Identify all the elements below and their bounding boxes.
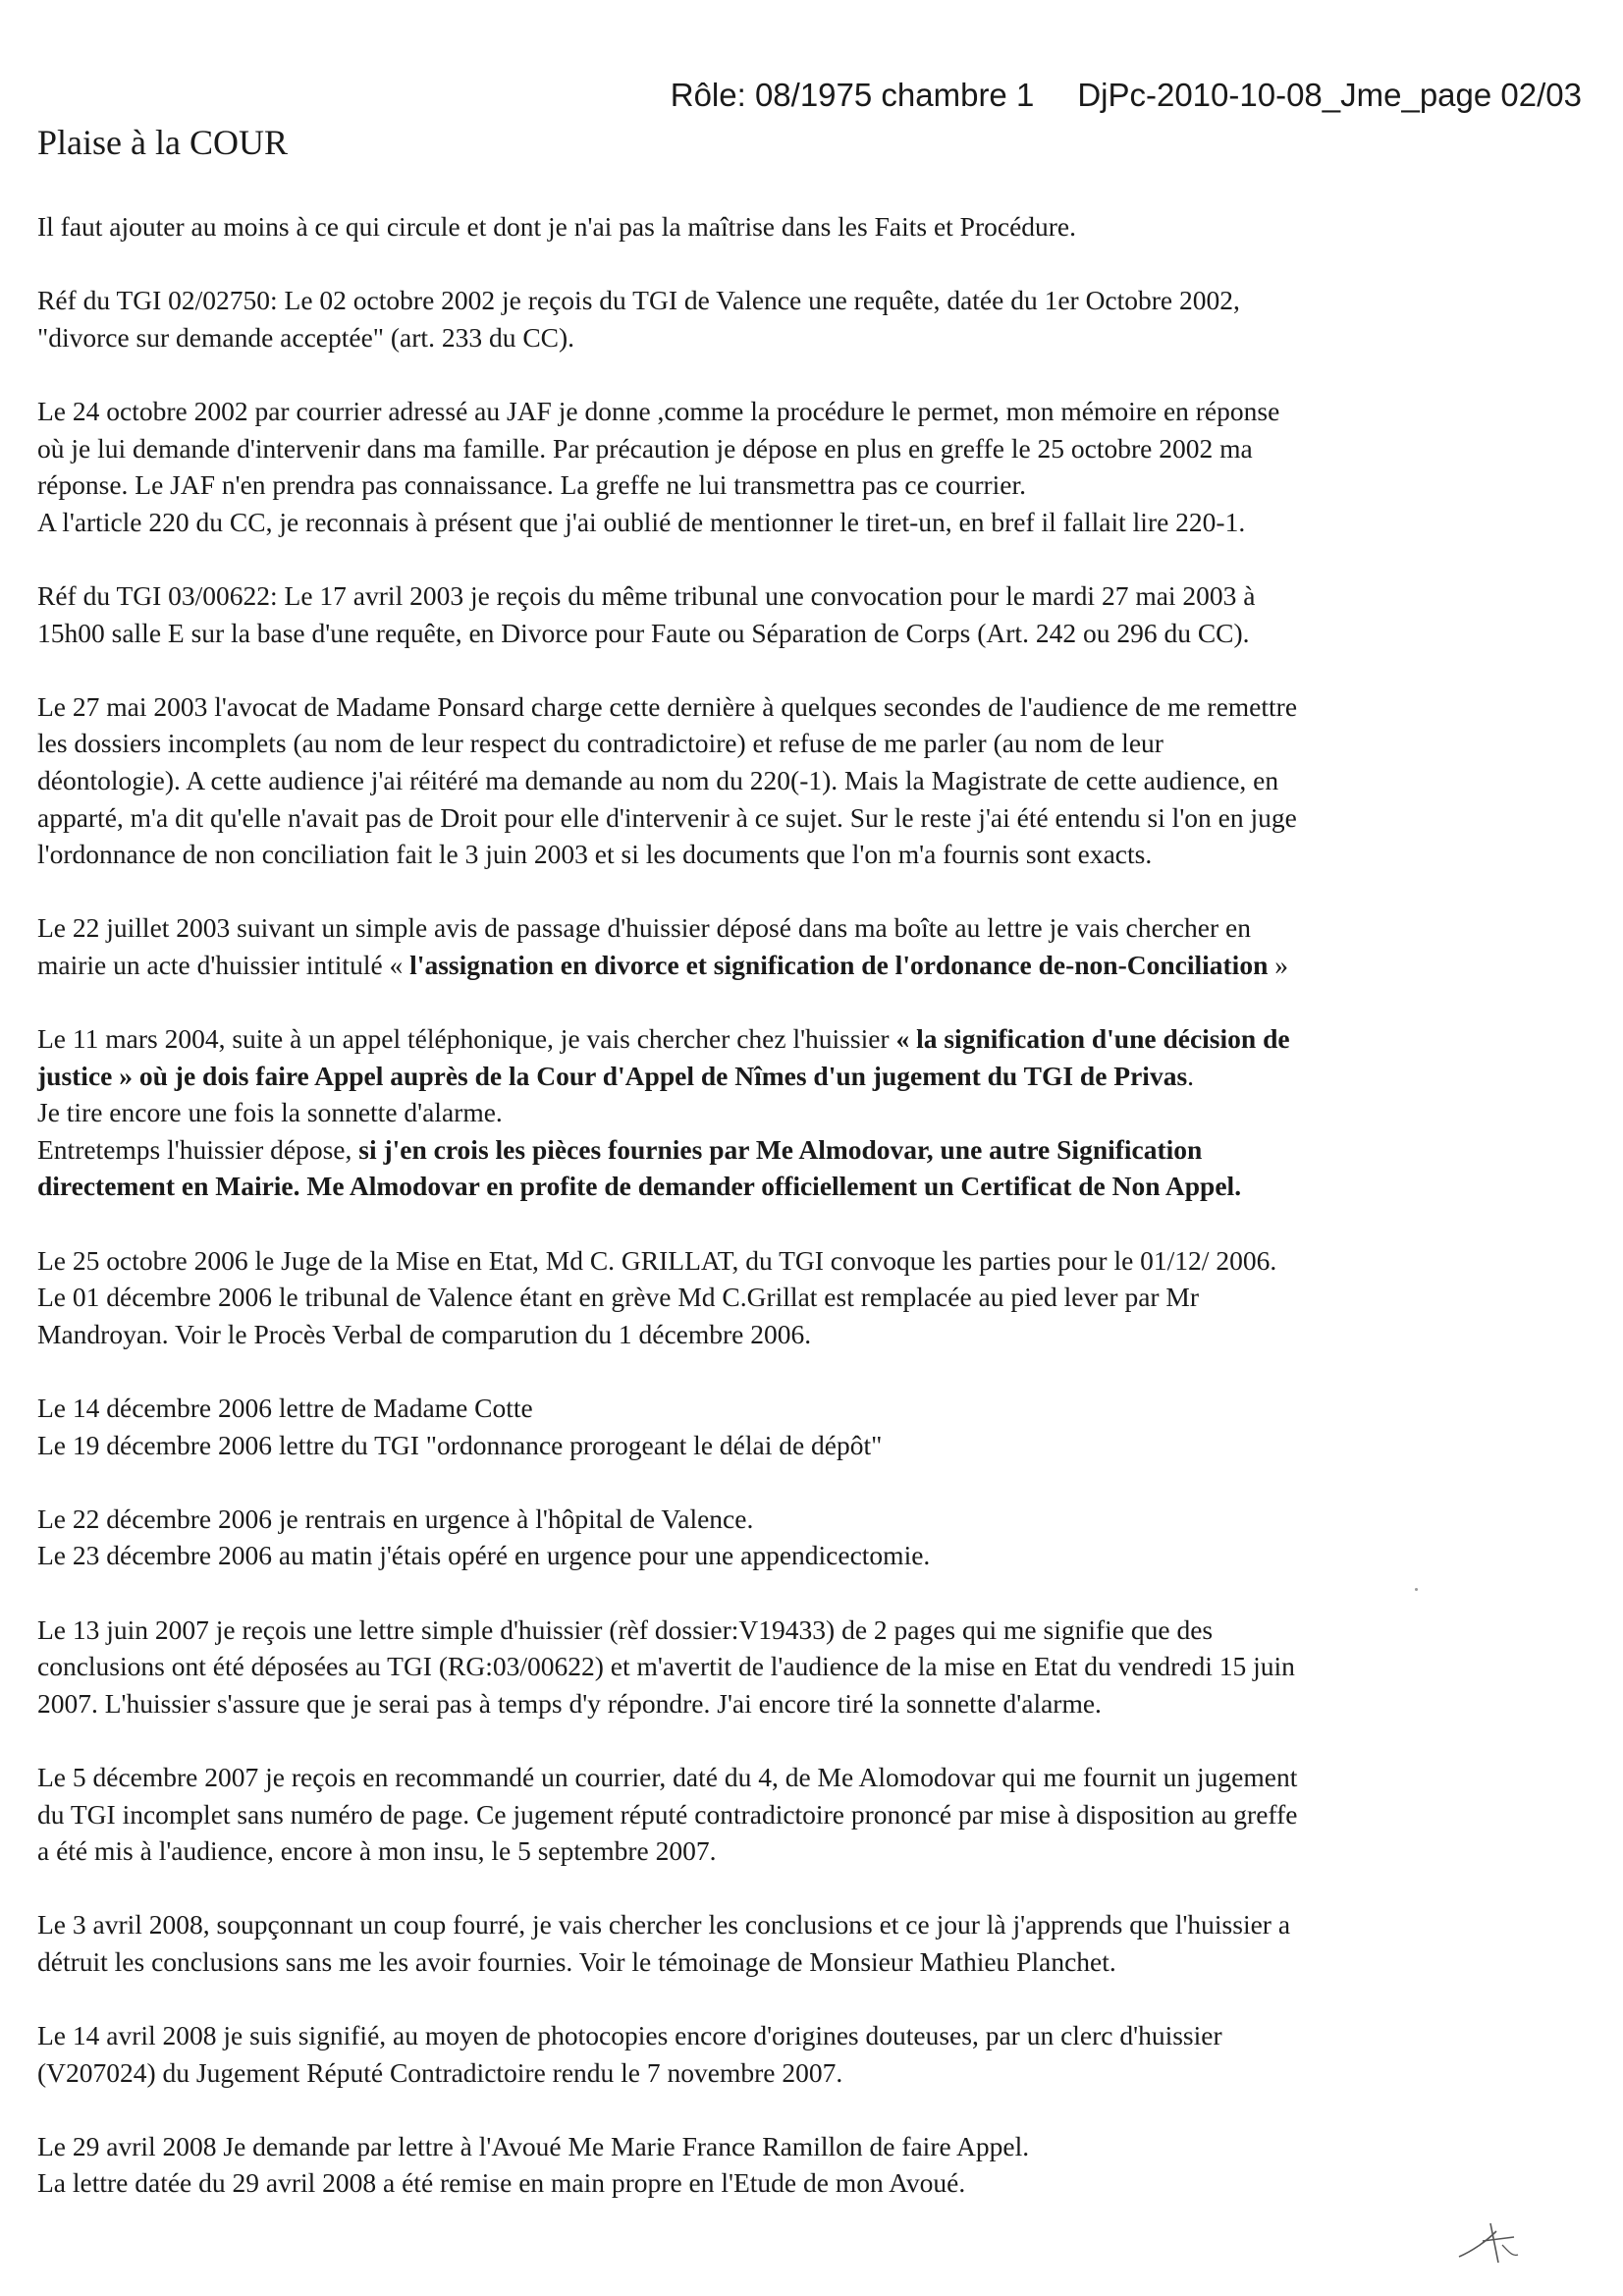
text-line [37,466,1589,504]
text-segment: 15h00 salle E sur la base d'une requête, en Divorce pour Faute ou Séparation de Corps (Art. 242 ou 296 du CC). [37,617,1250,648]
text-line [37,1832,1589,1870]
text-segment: A l'article 220 du CC, je reconnais à présent que j'ai oublié de mentionner le tiret-un, en bref il fallait lire 220-1. [37,506,1246,537]
text-line [37,208,1589,246]
text-line [37,1648,1589,1685]
text-line [37,1537,1589,1574]
text-line [37,2017,1589,2054]
text-segment: déontologie). A cette audience j'ai réitéré ma demande au nom du 220(-1). Mais la Magistrate de cette audience, en [37,764,1279,795]
text-segment: Entretemps l'huissier dépose, [37,1133,359,1165]
text-segment: . [1187,1060,1195,1091]
text-segment: Le 19 décembre 2006 lettre du TGI "ordonnance prorogeant le délai de dépôt" [37,1429,883,1460]
document-body [37,208,1589,2239]
text-line [37,504,1589,541]
paragraph [37,1242,1589,1353]
text-line [37,1094,1589,1131]
text-line [37,282,1589,319]
text-line [37,688,1589,726]
text-segment: La lettre datée du 29 avril 2008 a été remise en main propre en l'Etude de mon Avoué. [37,2167,966,2199]
text-segment: Le 24 octobre 2002 par courrier adressé au JAF je donne ,comme la procédure le permet, mon mémoire en réponse [37,395,1280,426]
text-segment: l'ordonnance de non conciliation fait le 3 juin 2003 et si les documents que l'on m'a fournis sont exacts. [37,839,1153,870]
paragraph [37,688,1589,873]
text-line [37,615,1589,652]
text-segment: Réf du TGI 02/02750: Le 02 octobre 2002 je reçois du TGI de Valence une requête, datée du 1er Octobre 2002, [37,285,1240,316]
text-line [37,799,1589,837]
text-line [37,762,1589,799]
paragraph [37,1759,1589,1870]
paragraph [37,1390,1589,1463]
paragraph [37,1906,1589,1980]
text-segment: Réf du TGI 03/00622: Le 17 avril 2003 je reçois du même tribunal une convocation pour le mardi 27 mai 2003 à [37,579,1256,611]
text-segment: Le 11 mars 2004, suite à un appel téléphonique, je vais chercher chez l'huissier [37,1023,896,1055]
paragraph [37,2128,1589,2202]
text-line [37,1316,1589,1353]
text-segment: Le 01 décembre 2006 le tribunal de Valence étant en grève Md C.Grillat est remplacée au pied lever par Mr [37,1282,1200,1313]
text-line [37,1759,1589,1796]
text-segment: Je tire encore une fois la sonnette d'alarme. [37,1097,503,1128]
text-segment: du TGI incomplet sans numéro de page. Ce jugement réputé contradictoire prononcé par mise à disposition au greffe [37,1798,1298,1830]
paragraph [37,577,1589,651]
bold-text: directement en Mairie. Me Almodovar en profite de demander officiellement un Certificat de Non Appel. [37,1171,1242,1202]
text-segment: où je lui demande d'intervenir dans ma famille. Par précaution je dépose en plus en greffe le 25 octobre 2002 ma [37,432,1253,464]
text-segment: Le 14 avril 2008 je suis signifié, au moyen de photocopies encore d'origines douteuses, par un clerc d'huissier [37,2020,1222,2051]
paragraph [37,1612,1589,1722]
paragraph [37,208,1589,246]
text-line [37,1020,1589,1058]
text-segment: Mandroyan. Voir le Procès Verbal de comparution du 1 décembre 2006. [37,1318,812,1349]
text-segment: Le 3 avril 2008, soupçonnant un coup fourré, je vais chercher les conclusions et ce jour là j'apprends que l'huissier a [37,1909,1291,1941]
signature-mark [1453,2212,1532,2270]
text-segment: Le 22 décembre 2006 je rentrais en urgence à l'hôpital de Valence. [37,1503,754,1534]
text-line [37,1612,1589,1649]
text-segment: (V207024) du Jugement Réputé Contradictoire rendu le 7 novembre 2007. [37,2056,843,2088]
text-segment: détruit les conclusions sans me les avoir fournies. Voir le témoinage de Monsieur Mathieu Planchet. [37,1945,1116,1977]
text-segment: réponse. Le JAF n'en prendra pas connaissance. La greffe ne lui transmettra pas ce courrier. [37,469,1027,501]
header-role: Rôle: 08/1975 chambre 1 [670,77,1035,113]
text-segment: Il faut ajouter au moins à ce qui circule et dont je n'ai pas la maîtrise dans les Faits et Procédure. [37,211,1077,242]
text-line [37,836,1589,873]
paragraph [37,909,1589,983]
text-line [37,2164,1589,2202]
text-line [37,393,1589,430]
text-segment: Le 27 mai 2003 l'avocat de Madame Ponsard charge cette dernière à quelques secondes de l'audience de me remettre [37,690,1298,722]
text-segment: Le 22 juillet 2003 suivant un simple avis de passage d'huissier déposé dans ma boîte au lettre je vais chercher en [37,912,1251,944]
text-segment: conclusions ont été déposées au TGI (RG:03/00622) et m'avertit de l'audience de la mise en Etat du vendredi 15 juin [37,1651,1295,1682]
salutation: Plaise à la COUR [37,123,288,162]
text-line [37,909,1589,947]
text-line [37,1427,1589,1464]
text-line [37,1242,1589,1280]
bold-text: si j'en crois les pièces fournies par Me Almodovar, une autre Signification [358,1133,1203,1165]
text-line [37,430,1589,467]
text-segment: » [1268,949,1288,980]
text-line [37,725,1589,762]
text-segment: "divorce sur demande acceptée" (art. 233 du CC). [37,321,575,353]
text-line [37,1279,1589,1316]
paragraph [37,1020,1589,1205]
text-segment: les dossiers incomplets (au nom de leur respect du contradictoire) et refuse de me parler (au nom de leur [37,728,1163,759]
text-segment: Le 25 octobre 2006 le Juge de la Mise en Etat, Md C. GRILLAT, du TGI convoque les parties pour le 01/12/ 2006. [37,1244,1277,1276]
paragraph [37,2017,1589,2091]
text-segment: Le 14 décembre 2006 lettre de Madame Cotte [37,1393,533,1423]
text-segment: Le 23 décembre 2006 au matin j'étais opéré en urgence pour une appendicectomie. [37,1540,931,1571]
bold-text: « la signification d'une décision de [895,1023,1290,1055]
page-header [671,77,1582,114]
text-line [37,577,1589,615]
text-line [37,1906,1589,1943]
text-segment: 2007. L'huissier s'assure que je serai pas à temps d'y répondre. J'ai encore tiré la sonnette d'alarme. [37,1687,1102,1719]
text-segment: a été mis à l'audience, encore à mon insu, le 5 septembre 2007. [37,1835,717,1867]
text-line [37,319,1589,356]
text-line [37,2128,1589,2165]
bold-text: justice » où je dois faire Appel auprès de la Cour d'Appel de Nîmes d'un jugement du TGI de Privas [37,1060,1188,1091]
text-segment: mairie un acte d'huissier intitulé « [37,949,410,980]
text-line [37,1058,1589,1095]
scan-speck [1415,1588,1418,1591]
text-line [37,1390,1589,1427]
text-segment: Le 29 avril 2008 Je demande par lettre à l'Avoué Me Marie France Ramillon de faire Appel. [37,2130,1030,2161]
paragraph [37,393,1589,540]
text-line [37,2054,1589,2092]
text-segment: Le 13 juin 2007 je reçois une lettre simple d'huissier (rèf dossier:V19433) de 2 pages qui me signifie que des [37,1613,1214,1645]
text-line [37,947,1589,984]
text-line [37,1685,1589,1722]
paragraph [37,282,1589,355]
text-line [37,1943,1589,1981]
header-reference: DjPc-2010-10-08_Jme_page 02/03 [1077,77,1582,113]
text-line [37,1501,1589,1538]
text-segment: apparté, m'a dit qu'elle n'avait pas de Droit pour elle d'intervenir à ce sujet. Sur le reste j'ai été entendu si l'on en juge [37,801,1297,833]
bold-text: l'assignation en divorce et signification de l'ordonance de-non-Conciliation [409,949,1269,980]
text-line [37,1796,1589,1833]
text-line [37,1131,1589,1169]
text-line [37,1168,1589,1205]
paragraph [37,1501,1589,1574]
text-segment: Le 5 décembre 2007 je reçois en recommandé un courrier, daté du 4, de Me Alomodovar qui me fournit un jugement [37,1761,1298,1792]
